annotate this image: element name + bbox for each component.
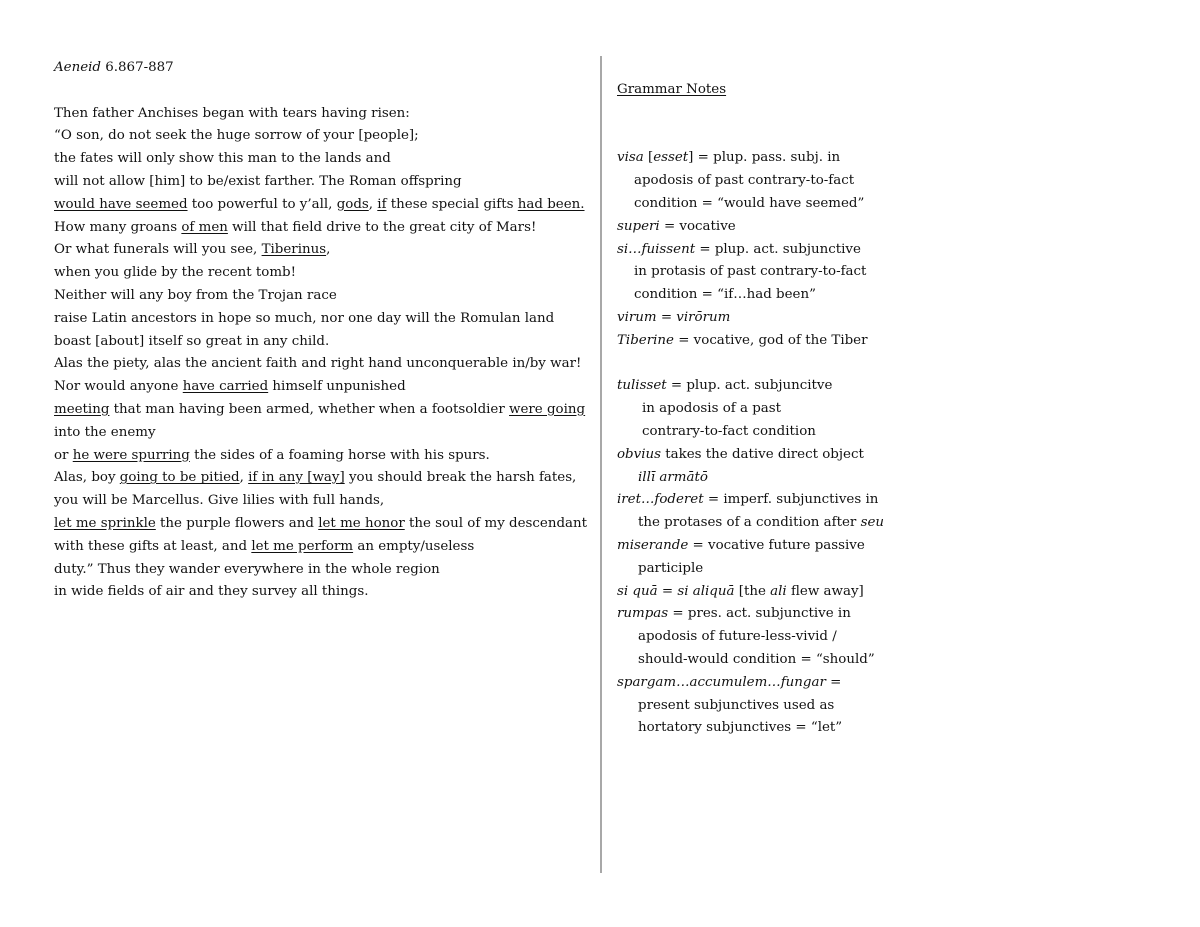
translation-line — [54, 217, 589, 240]
translation-line — [54, 445, 589, 468]
note-line — [617, 307, 907, 330]
text-segment: condition = “would have seemed” — [634, 195, 865, 211]
note-line — [617, 216, 907, 239]
latin-term: seu — [860, 515, 884, 531]
grammar-note — [617, 581, 907, 604]
work-title: Aeneid — [54, 60, 101, 75]
text-segment: = plup. act. subjunctive — [695, 241, 861, 257]
latin-term: visa — [617, 150, 644, 166]
translation-line — [54, 308, 589, 331]
passage-reference — [54, 57, 589, 80]
underlined-phrase: he were spurring — [72, 447, 190, 463]
note-line — [617, 558, 907, 581]
underlined-phrase: let me perform — [251, 538, 354, 554]
spacer — [617, 102, 907, 148]
note-line — [617, 717, 907, 740]
text-segment: = vocative — [659, 218, 736, 234]
latin-term: Tiberine — [617, 332, 674, 348]
text-segment: duty.” Thus they wander everywhere in the whole region — [54, 561, 440, 577]
text-segment: Nor would anyone — [54, 379, 183, 395]
text-segment: , — [326, 242, 331, 258]
grammar-notes-column — [617, 79, 907, 740]
underlined-phrase: of men — [181, 219, 228, 235]
translation-line — [54, 513, 589, 536]
underlined-phrase: were going — [509, 401, 586, 417]
grammar-note — [617, 147, 907, 215]
latin-term: esset — [653, 150, 689, 166]
translation-line — [54, 376, 589, 399]
spacer — [617, 353, 907, 376]
note-line — [617, 193, 907, 216]
text-segment: the purple flowers and — [155, 515, 319, 531]
translation-line — [54, 331, 589, 354]
latin-term: virum = virōrum — [617, 309, 731, 325]
text-segment: will that field drive to the great city of Mars! — [227, 219, 537, 235]
translation-line — [54, 103, 589, 126]
underlined-phrase: have carried — [182, 379, 269, 395]
note-line — [617, 649, 907, 672]
text-segment: , — [368, 196, 378, 212]
translation-line — [54, 194, 589, 217]
translation-line — [54, 353, 589, 376]
latin-term: obvius — [617, 446, 661, 462]
note-line — [617, 535, 907, 558]
text-segment: Alas the piety, alas the ancient faith and right hand unconquerable in/by war! — [54, 356, 582, 372]
translation-line — [54, 399, 589, 422]
latin-term: spargam…accumulem…fungar — [617, 674, 826, 690]
text-segment: How many groans — [54, 219, 182, 235]
text-segment: “O son, do not seek the huge sorrow of your [people]; — [54, 128, 419, 144]
text-segment: flew away] — [786, 583, 864, 599]
translation-line — [54, 285, 589, 308]
text-segment: = pres. act. subjunctive in — [668, 606, 851, 622]
text-segment: you will be Marcellus. Give lilies with full hands, — [54, 493, 385, 509]
text-segment: himself unpunished — [268, 379, 406, 395]
translation-line — [54, 581, 589, 604]
grammar-notes-heading: Grammar Notes — [617, 82, 727, 97]
text-segment: , — [239, 470, 249, 486]
grammar-note — [617, 535, 907, 581]
grammar-note — [617, 353, 907, 376]
latin-term: tulisset — [617, 378, 667, 394]
text-segment: that man having been armed, whether when a footsoldier — [109, 401, 510, 417]
note-line — [617, 284, 907, 307]
text-segment: Or what funerals will you see, — [54, 242, 262, 258]
text-segment: when you glide by the recent tomb! — [54, 265, 296, 281]
translation-line — [54, 171, 589, 194]
latin-term: iret…foderet — [617, 492, 704, 508]
text-segment: or — [54, 447, 73, 463]
text-segment: = plup. act. subjuncitve — [666, 378, 833, 394]
underlined-phrase: Tiberinus — [261, 242, 327, 258]
text-segment: will not allow [him] to be/exist farther. The Roman offspring — [54, 173, 462, 189]
line-range: 6.867-887 — [101, 60, 174, 75]
grammar-note — [617, 239, 907, 307]
text-segment: the soul of my descendant — [404, 515, 588, 531]
text-segment: you should break the harsh fates, — [344, 470, 577, 486]
text-segment: too powerful to y’all, — [187, 196, 337, 212]
grammar-note — [617, 375, 907, 443]
note-line — [617, 147, 907, 170]
latin-term: superi — [617, 218, 660, 234]
text-segment: Alas, boy — [54, 470, 120, 486]
text-segment: contrary-to-fact condition — [642, 423, 816, 439]
grammar-note — [617, 489, 907, 535]
latin-term: illī armātō — [638, 469, 708, 485]
note-line — [617, 695, 907, 718]
latin-term: miserande — [617, 537, 689, 553]
text-segment: condition = “if…had been” — [634, 287, 816, 303]
grammar-note — [617, 307, 907, 330]
translation-line — [54, 125, 589, 148]
translation-line — [54, 262, 589, 285]
text-segment: apodosis of future-less-vivid / — [638, 629, 837, 645]
text-segment: in apodosis of a past — [642, 401, 782, 417]
grammar-note — [617, 444, 907, 490]
note-line — [617, 261, 907, 284]
note-line — [617, 603, 907, 626]
note-line — [617, 444, 907, 467]
text-segment: = — [825, 674, 842, 690]
latin-term: si…fuissent — [617, 241, 696, 257]
translation-line — [54, 467, 589, 490]
note-line — [617, 421, 907, 444]
note-line — [617, 489, 907, 512]
text-segment: = vocative future passive — [688, 537, 865, 553]
underlined-phrase: going to be pitied — [119, 470, 240, 486]
note-line — [617, 512, 907, 535]
latin-term: ali — [770, 583, 787, 599]
translation-column — [54, 57, 589, 604]
translation-text — [54, 103, 589, 605]
latin-term: si quā = si aliquā — [617, 583, 735, 599]
column-divider — [600, 56, 602, 873]
note-line — [617, 398, 907, 421]
text-segment: in protasis of past contrary-to-fact — [634, 264, 867, 280]
text-segment: Then father Anchises began with tears having risen: — [54, 105, 410, 121]
translation-line — [54, 422, 589, 445]
text-segment: raise Latin ancestors in hope so much, nor one day will the Romulan land — [54, 310, 555, 326]
text-segment: with these gifts at least, and — [54, 538, 252, 554]
note-line — [617, 626, 907, 649]
underlined-phrase: let me sprinkle — [54, 515, 156, 531]
underlined-phrase: meeting — [54, 401, 110, 417]
underlined-phrase: let me honor — [318, 515, 405, 531]
grammar-note — [617, 330, 907, 353]
note-line — [617, 581, 907, 604]
note-line — [617, 467, 907, 490]
text-segment: ] = plup. pass. subj. in — [688, 150, 841, 166]
translation-line — [54, 490, 589, 513]
text-segment: into the enemy — [54, 424, 156, 440]
text-segment: = vocative, god of the Tiber — [673, 332, 868, 348]
text-segment: Neither will any boy from the Trojan race — [54, 287, 337, 303]
text-segment: [ — [643, 150, 654, 166]
translation-line — [54, 148, 589, 171]
text-segment: should-would condition = “should” — [638, 651, 875, 667]
text-segment: takes the dative direct object — [660, 446, 864, 462]
underlined-phrase: gods — [336, 196, 369, 212]
text-segment: these special gifts — [386, 196, 518, 212]
translation-line — [54, 559, 589, 582]
grammar-note — [617, 216, 907, 239]
spacer — [54, 80, 589, 103]
text-segment: the sides of a foaming horse with his spurs. — [189, 447, 490, 463]
grammar-note — [617, 672, 907, 740]
underlined-phrase: if — [377, 196, 387, 212]
text-segment: in wide fields of air and they survey all things. — [54, 584, 369, 600]
text-segment: present subjunctives used as — [638, 697, 835, 713]
note-line — [617, 672, 907, 695]
text-segment: the protases of a condition after — [638, 515, 861, 531]
note-line — [617, 375, 907, 398]
text-segment: hortatory subjunctives = “let” — [638, 720, 843, 736]
text-segment: apodosis of past contrary-to-fact — [634, 173, 855, 189]
underlined-phrase: if in any [way] — [248, 470, 345, 486]
underlined-phrase: would have seemed — [54, 196, 188, 212]
text-segment: the fates will only show this man to the lands and — [54, 151, 391, 167]
note-line — [617, 170, 907, 193]
text-segment: participle — [638, 560, 704, 576]
grammar-notes-list — [617, 147, 907, 740]
latin-term: rumpas — [617, 606, 669, 622]
translation-line — [54, 536, 589, 559]
translation-line — [54, 239, 589, 262]
note-line — [617, 330, 907, 353]
grammar-note — [617, 603, 907, 671]
text-segment: boast [about] itself so great in any child. — [54, 333, 330, 349]
text-segment: an empty/useless — [353, 538, 475, 554]
text-segment: = imperf. subjunctives in — [703, 492, 879, 508]
text-segment: [the — [734, 583, 771, 599]
underlined-phrase: had been. — [517, 196, 585, 212]
note-line — [617, 239, 907, 262]
